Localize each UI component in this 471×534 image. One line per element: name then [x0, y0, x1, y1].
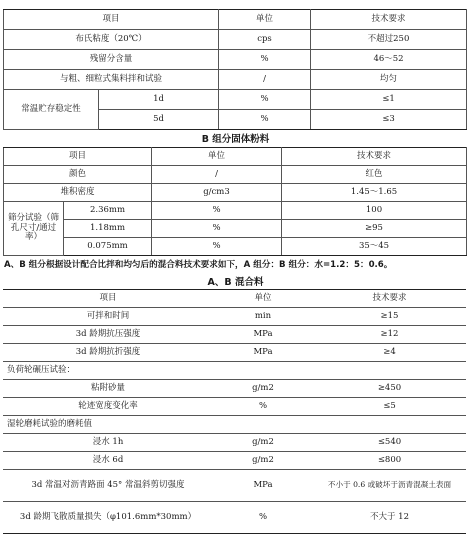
table-b-header-unit: 单位	[152, 148, 282, 166]
table-row	[4, 202, 467, 220]
table-cell: 浸水 1h	[3, 434, 213, 452]
table-row	[4, 166, 467, 184]
table-cell: ≤540	[313, 434, 466, 452]
table-cell: 残留分含量	[4, 50, 219, 70]
table-cell: cps	[219, 30, 311, 50]
mix-ratio-note: A、B 组分根据设计配合比拌和均匀后的混合料技术要求如下，A 组分：B 组分：水=1.2：5：0.6。	[4, 260, 393, 270]
table-b	[3, 147, 467, 256]
table-row	[3, 362, 466, 380]
table-row	[4, 70, 467, 90]
table-cell: g/m2	[213, 452, 313, 470]
table-a-header-row	[4, 10, 467, 30]
table-cell: 35～45	[282, 238, 467, 256]
table-cell: 均匀	[311, 70, 467, 90]
table-b-header-item: 项目	[4, 148, 152, 166]
table-b-title: B 组分固体粉料	[201, 134, 270, 145]
storage-stability-label: 常温贮存稳定性	[4, 90, 99, 130]
table-c-header-unit: 单位	[213, 290, 313, 308]
table-cell: 颜色	[4, 166, 152, 184]
table-cell: %	[152, 220, 282, 238]
table-row	[3, 502, 466, 534]
table-row	[3, 452, 466, 470]
sieve-test-label: 筛分试验（筛孔尺寸/通过率）	[4, 202, 64, 256]
table-row	[3, 380, 466, 398]
table-cell: 3d 龄期飞散质量损失（φ101.6mm*30mm）	[3, 502, 213, 534]
table-cell: 3d 龄期抗折强度	[3, 344, 213, 362]
table-cell: %	[213, 398, 313, 416]
table-cell: 3d 龄期抗压强度	[3, 326, 213, 344]
table-b-header-row	[4, 148, 467, 166]
table-cell: 堆积密度	[4, 184, 152, 202]
table-c	[3, 289, 466, 534]
table-cell: ≤1	[311, 90, 467, 110]
table-row	[3, 398, 466, 416]
table-row	[4, 30, 467, 50]
table-a-header-item: 项目	[4, 10, 219, 30]
table-cell: g/m2	[213, 434, 313, 452]
table-cell: ≥95	[282, 220, 467, 238]
table-cell: 湿轮磨耗试验的磨耗值	[3, 416, 213, 434]
table-cell: 5d	[99, 110, 219, 130]
table-cell: ≤5	[313, 398, 466, 416]
table-cell: 1d	[99, 90, 219, 110]
table-row	[3, 434, 466, 452]
table-row	[3, 416, 466, 434]
table-row	[4, 220, 467, 238]
table-cell: ≥450	[313, 380, 466, 398]
table-row	[4, 238, 467, 256]
table-a-header-req: 技术要求	[311, 10, 467, 30]
table-cell	[313, 416, 466, 434]
table-cell: %	[219, 90, 311, 110]
table-row	[4, 90, 467, 110]
table-cell	[313, 362, 466, 380]
table-cell: 与粗、细粒式集料拌和试验	[4, 70, 219, 90]
table-row	[4, 184, 467, 202]
table-cell: MPa	[213, 470, 313, 502]
table-row	[3, 470, 466, 502]
table-row	[3, 344, 466, 362]
table-cell: 红色	[282, 166, 467, 184]
table-cell: 轮迹宽度变化率	[3, 398, 213, 416]
table-cell: 2.36mm	[64, 202, 152, 220]
table-a	[3, 9, 467, 130]
table-b-header-req: 技术要求	[282, 148, 467, 166]
table-cell	[213, 362, 313, 380]
table-cell: 不小于 0.6 或破坏于沥青混凝土表面	[313, 470, 466, 502]
table-cell: /	[152, 166, 282, 184]
table-cell: 粘附砂量	[3, 380, 213, 398]
table-cell: 46～52	[311, 50, 467, 70]
table-cell: g/cm3	[152, 184, 282, 202]
table-c-header-req: 技术要求	[313, 290, 466, 308]
table-cell: %	[152, 238, 282, 256]
table-cell: g/m2	[213, 380, 313, 398]
table-cell: 3d 常温对沥青路面 45° 常温斜剪切强度	[3, 470, 213, 502]
table-cell: ≥4	[313, 344, 466, 362]
table-cell: ≤3	[311, 110, 467, 130]
table-cell: %	[219, 110, 311, 130]
table-row	[3, 308, 466, 326]
table-c-title: A、B 混合料	[207, 277, 264, 288]
table-cell: ≥12	[313, 326, 466, 344]
table-cell: MPa	[213, 326, 313, 344]
table-cell: 浸水 6d	[3, 452, 213, 470]
table-cell: 可拌和时间	[3, 308, 213, 326]
table-cell: %	[213, 502, 313, 534]
table-cell: ≤800	[313, 452, 466, 470]
table-cell: 负荷轮碾压试验：	[3, 362, 213, 380]
table-cell: 不大于 12	[313, 502, 466, 534]
table-cell: 1.18mm	[64, 220, 152, 238]
table-c-header-row	[3, 290, 466, 308]
table-c-header-item: 项目	[3, 290, 213, 308]
table-cell: %	[219, 50, 311, 70]
table-cell: ≥15	[313, 308, 466, 326]
table-cell: 不超过250	[311, 30, 467, 50]
table-row	[3, 326, 466, 344]
table-cell: 100	[282, 202, 467, 220]
table-cell	[213, 416, 313, 434]
table-cell: 布氏粘度（20℃）	[4, 30, 219, 50]
table-row	[4, 50, 467, 70]
table-cell: 0.075mm	[64, 238, 152, 256]
table-cell: %	[152, 202, 282, 220]
table-cell: /	[219, 70, 311, 90]
table-cell: MPa	[213, 344, 313, 362]
table-cell: 1.45～1.65	[282, 184, 467, 202]
table-a-header-unit: 单位	[219, 10, 311, 30]
table-cell: min	[213, 308, 313, 326]
